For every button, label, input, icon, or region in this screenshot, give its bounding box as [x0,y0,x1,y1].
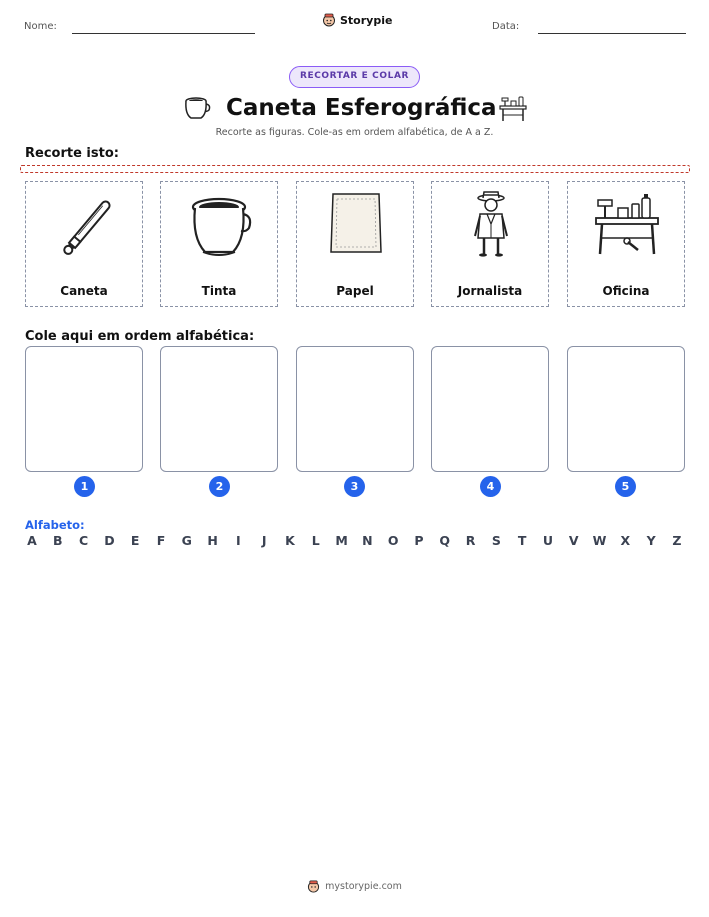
cut-card-caneta[interactable] [25,181,143,307]
slot-number-5: 5 [615,476,636,497]
ink-pot-icon [185,190,255,270]
alphabet-letter: R [465,533,476,548]
alphabet-letter: C [79,533,89,548]
paste-slot-5[interactable] [567,346,685,472]
alphabet-letter: G [181,533,192,548]
alphabet-letter: I [236,533,241,548]
alphabet-letter: V [568,533,579,548]
pen-icon [50,190,120,270]
instructions: Recorte as figuras. Cole-as em ordem alfabética, de A a Z. [215,127,494,138]
paste-slot-4[interactable] [431,346,549,472]
alphabet-letter: E [130,533,140,548]
card-label: Tinta [201,284,237,298]
slot-number-2: 2 [209,476,230,497]
activity-badge: RECORTAR E COLAR [289,66,420,88]
footer-url[interactable]: mystorypie.com [325,881,402,892]
alphabet-letter: W [592,533,607,548]
workshop-icon [498,93,528,123]
slot-number-1: 1 [74,476,95,497]
storypie-mascot-icon [322,13,336,27]
card-label: Jornalista [457,284,523,298]
paste-slot-2[interactable] [160,346,278,472]
card-label: Papel [336,284,374,298]
alphabet-letter: B [53,533,63,548]
card-label: Caneta [60,284,108,298]
alphabet-heading: Alfabeto: [25,518,85,532]
paste-slot-3[interactable] [296,346,414,472]
date-label: Data: [492,21,520,32]
name-label: Nome: [24,21,57,32]
name-line[interactable] [72,33,255,34]
alphabet-letter: J [261,533,267,548]
footer [0,880,709,893]
cut-card-tinta[interactable] [160,181,278,307]
title-row [0,92,709,126]
paste-heading: Cole aqui em ordem alfabética: [25,329,255,344]
brand-name: Storypie [340,13,393,27]
cut-card-papel[interactable] [296,181,414,307]
cut-heading: Recorte isto: [25,146,119,161]
workshop-icon [592,190,662,270]
alphabet-letter: P [414,533,424,548]
alphabet-letter: U [542,533,554,548]
alphabet-letter: X [620,533,631,548]
alphabet-letter: K [285,533,295,548]
ink-pot-icon [182,96,212,122]
alphabet-letter: F [156,533,166,548]
alphabet-letter: Q [439,533,451,548]
brand-logo [322,13,392,27]
alphabet-letter: N [362,533,373,548]
cut-line [20,165,690,173]
page-title: Caneta Esferográfica [226,95,497,121]
alphabet-letter: L [311,533,320,548]
cut-card-oficina[interactable] [567,181,685,307]
journalist-icon [456,190,526,270]
alphabet-letter: D [104,533,115,548]
alphabet-row [25,533,684,551]
card-label: Oficina [602,284,650,298]
cut-card-jornalista[interactable] [431,181,549,307]
slot-number-4: 4 [480,476,501,497]
storypie-mascot-icon [307,880,320,893]
alphabet-letter: S [491,533,501,548]
alphabet-letter: Y [646,533,656,548]
worksheet-header [0,0,709,50]
alphabet-letter: T [517,533,527,548]
alphabet-letter: M [335,533,348,548]
date-line[interactable] [538,33,686,34]
paper-icon [321,190,391,270]
alphabet-letter: A [27,533,37,548]
alphabet-letter: O [387,533,399,548]
alphabet-letter: H [207,533,218,548]
paste-slot-1[interactable] [25,346,143,472]
alphabet-letter: Z [672,533,682,548]
slot-number-3: 3 [344,476,365,497]
